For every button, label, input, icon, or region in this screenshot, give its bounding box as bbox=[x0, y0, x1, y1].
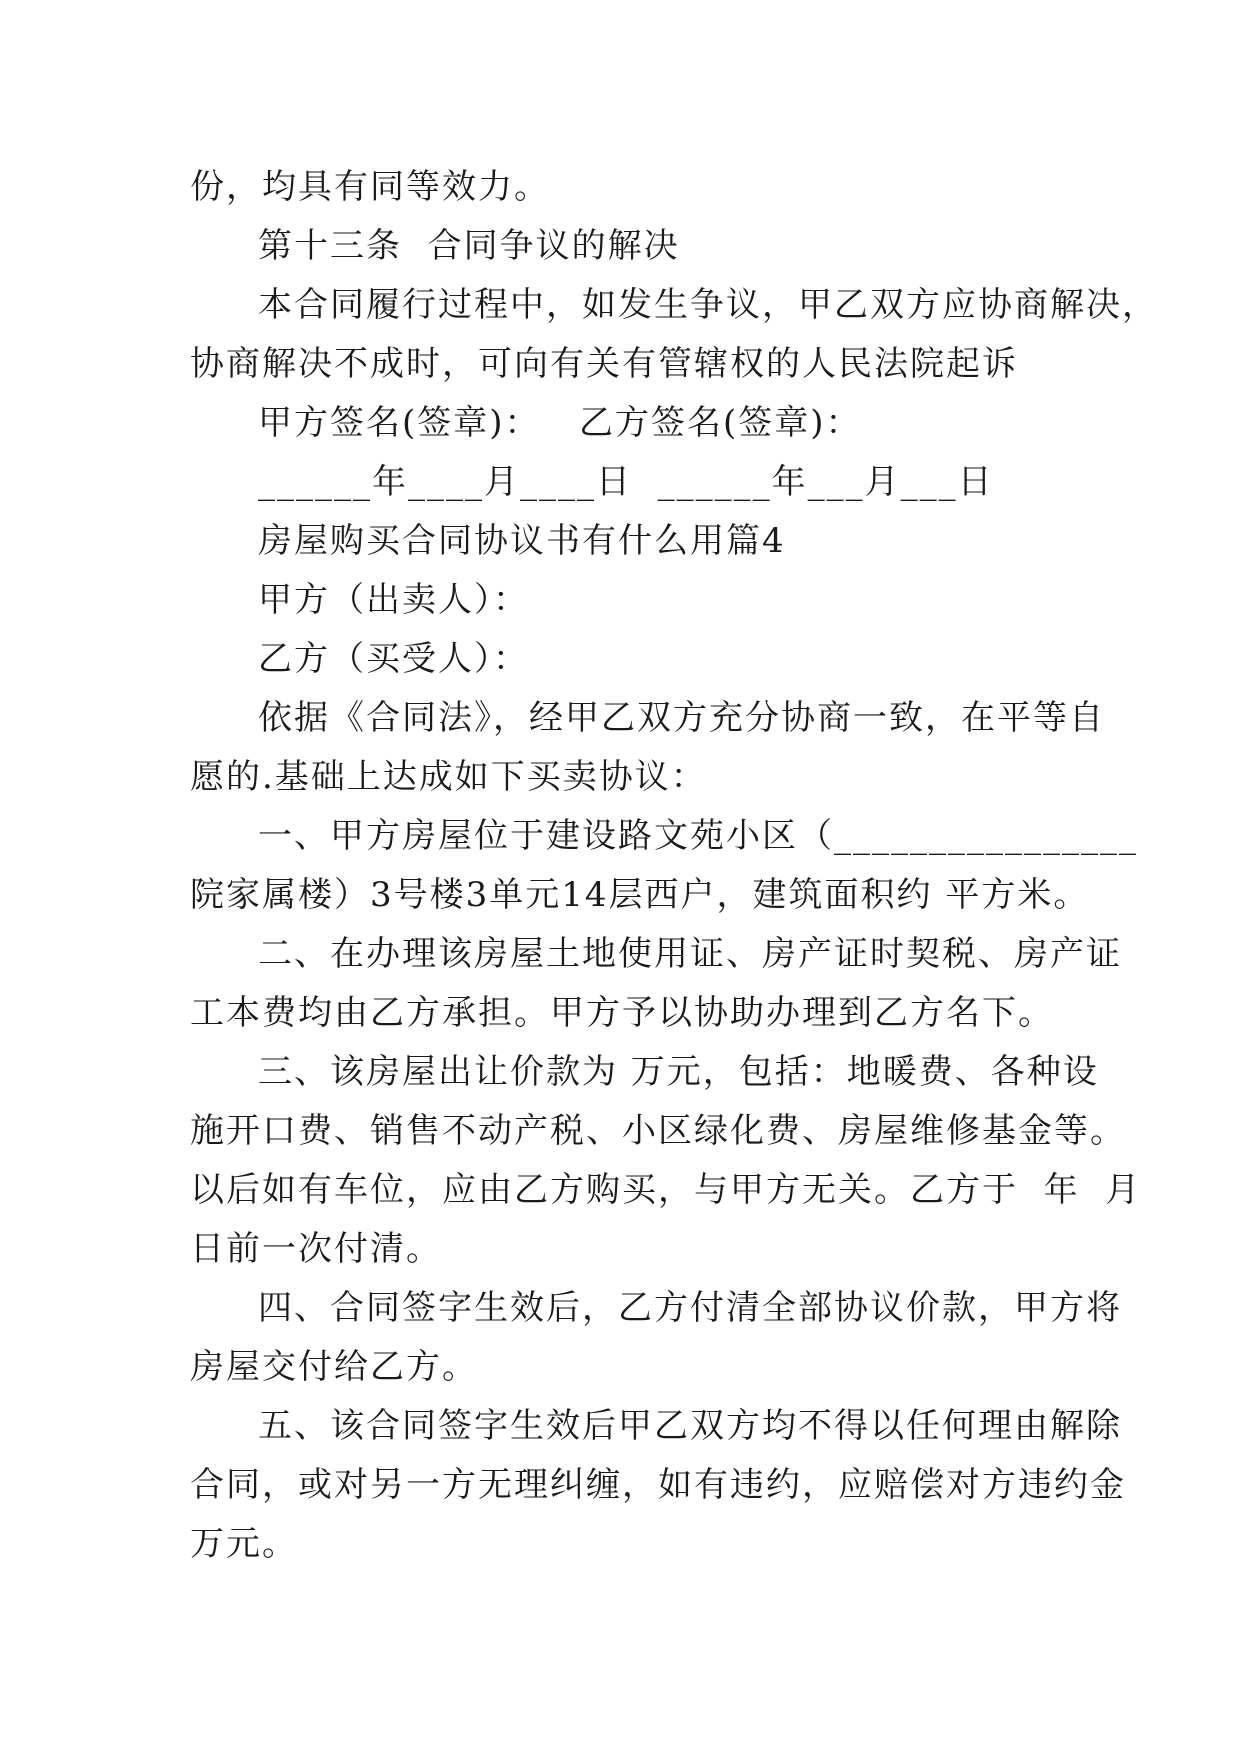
clause-heading: 第十三条 合同争议的解决 bbox=[258, 226, 680, 266]
text-line: 以后如有车位，应由乙方购买，与甲方无关。乙方于 年 月 bbox=[190, 1170, 1142, 1210]
text-line: 合同，或对另一方无理纠缠，如有违约，应赔偿对方违约金 bbox=[190, 1465, 1126, 1505]
party-b-line: 乙方（买受人）： bbox=[258, 639, 529, 679]
clause-five: 五、该合同签字生效后甲乙双方均不得以任何理由解除 bbox=[258, 1406, 1122, 1446]
clause-one: 一、甲方房屋位于建设路文苑小区（________________ bbox=[258, 816, 1138, 856]
text-line: 院家属楼）3号楼3单元14层西户，建筑面积约 平方米。 bbox=[190, 875, 1090, 915]
text-line: 工本费均由乙方承担。甲方予以协助办理到乙方名下。 bbox=[190, 993, 1054, 1033]
text-line: 施开口费、销售不动产税、小区绿化费、房屋维修基金等。 bbox=[190, 1111, 1126, 1151]
signature-line: 甲方签名(签章)： 乙方签名(签章)： bbox=[258, 403, 862, 443]
text-line: 依据《合同法》，经甲乙双方充分协商一致，在平等自 bbox=[258, 698, 1105, 738]
clause-three: 三、该房屋出让价款为 万元，包括：地暖费、各种设 bbox=[258, 1052, 1099, 1092]
text-line: 份，均具有同等效力。 bbox=[190, 167, 550, 207]
text-line: 房屋交付给乙方。 bbox=[190, 1347, 478, 1387]
clause-four: 四、合同签字生效后，乙方付清全部协议价款，甲方将 bbox=[258, 1288, 1122, 1328]
text-line: 日前一次付清。 bbox=[190, 1229, 442, 1269]
text-line: 协商解决不成时，可向有关有管辖权的人民法院起诉 bbox=[190, 344, 1018, 384]
text-line: 本合同履行过程中，如发生争议，甲乙双方应协商解决， bbox=[258, 285, 1158, 325]
text-line: 万元。 bbox=[190, 1524, 298, 1564]
text-line: 愿的.基础上达成如下买卖协议： bbox=[190, 757, 707, 797]
date-line: ______年____月____日 ______年___月___日 bbox=[258, 462, 994, 502]
party-a-line: 甲方（出卖人）： bbox=[258, 580, 529, 620]
document-body bbox=[190, 158, 1158, 1574]
clause-two: 二、在办理该房屋土地使用证、房产证时契税、房产证 bbox=[258, 934, 1122, 974]
section-title: 房屋购买合同协议书有什么用篇4 bbox=[258, 521, 786, 561]
